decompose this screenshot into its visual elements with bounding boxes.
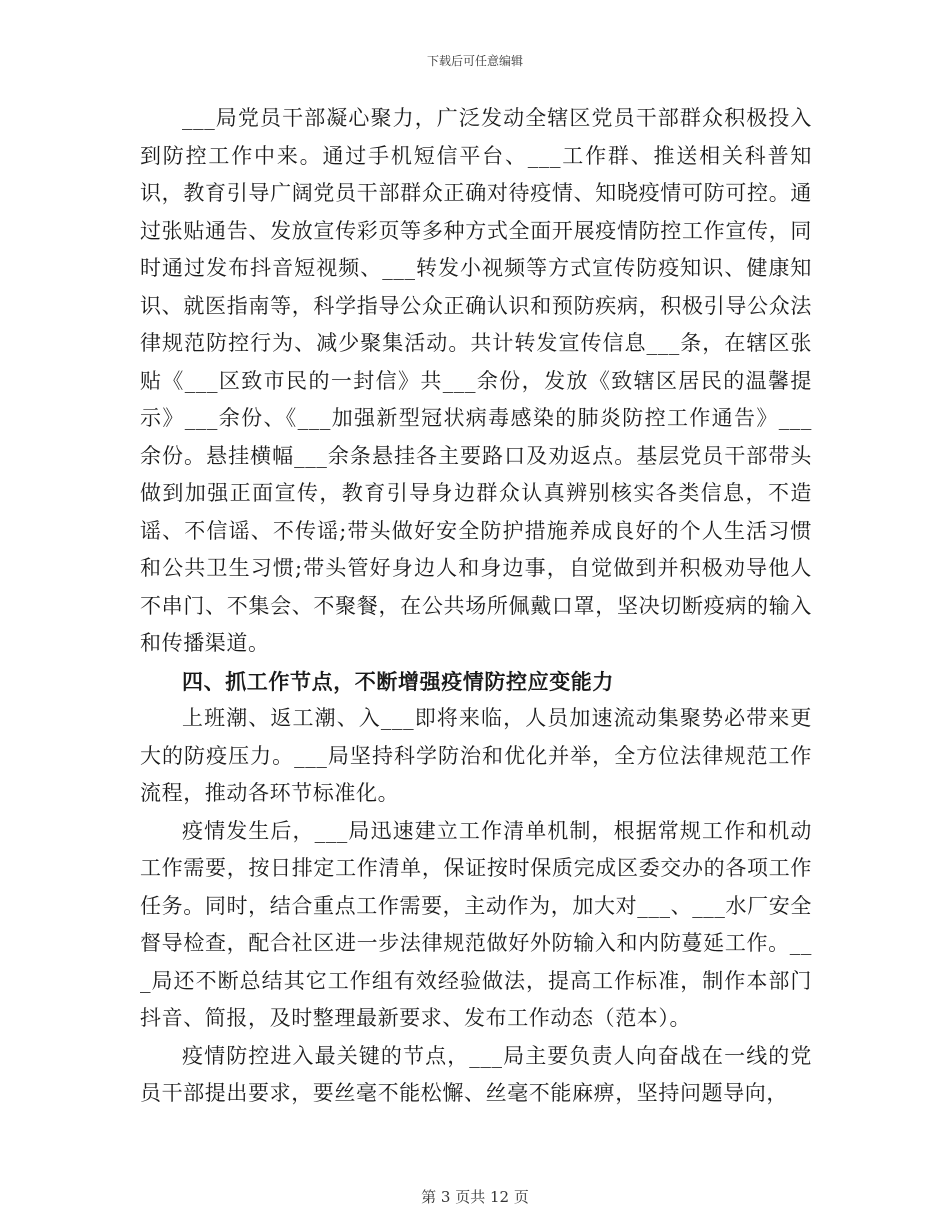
body-paragraph: 疫情防控进入最关键的节点，___局主要负责人向奋战在一线的党员干部提出要求，要丝毫不能松懈、丝毫不能麻痹，坚持问题导向，	[140, 1043, 812, 1105]
page-header-note: 下载后可任意编辑	[426, 54, 523, 68]
page-number: 第 3 页共 12 页	[421, 1188, 529, 1206]
body-paragraph: ___局党员干部凝心聚力，广泛发动全辖区党员干部群众积极投入到防控工作中来。通过手机短信平台、___工作群、推送相关科普知识，教育引导广阔党员干部群众正确对待疫情、知晓疫情可防可控。通过张贴通告、发放宣传彩页等多种方式全面开展疫情防控工作宣传，同时通过发布抖音短视频、___转发小视频等方式宣传防疫知识、健康知识、就医指南等，科学指导公众正确认识和预防疾病，积极引导公众法律规范防控行为、减少聚集活动。共计转发宣传信息___条，在辖区张贴《___区致市民的一封信》共___余份，发放《致辖区居民的温馨提示》___余份、《___加强新型冠状病毒感染的肺炎防控工作通告》___余份。悬挂横幅___余条悬挂各主要路口及劝返点。基层党员干部带头做到加强正面宣传，教育引导身边群众认真辨别核实各类信息，不造谣、不信谣、不传谣;带头做好安全防护措施养成良好的个人生活习惯和公共卫生习惯;带头管好身边人和身边事，自觉做到并积极劝导他人不串门、不集会、不聚餐，在公共场所佩戴口罩，坚决切断疫病的输入和传播渠道。	[140, 106, 812, 655]
section-heading: 四、抓工作节点，不断增强疫情防控应变能力	[182, 668, 614, 694]
document-body	[140, 100, 812, 1113]
body-paragraph: 疫情发生后，___局迅速建立工作清单机制，根据常规工作和机动工作需要，按日排定工作清单，保证按时保质完成区委交办的各项工作任务。同时，结合重点工作需要，主动作为，加大对___、___水厂安全督导检查，配合社区进一步法律规范做好外防输入和内防蔓延工作。___局还不断总结其它工作组有效经验做法，提高工作标准，制作本部门抖音、简报，及时整理最新要求、发布工作动态（范本）。	[140, 818, 812, 1030]
body-paragraph: 上班潮、返工潮、入___即将来临，人员加速流动集聚势必带来更大的防疫压力。___局坚持科学防治和优化并举，全方位法律规范工作流程，推动各环节标准化。	[140, 706, 812, 805]
